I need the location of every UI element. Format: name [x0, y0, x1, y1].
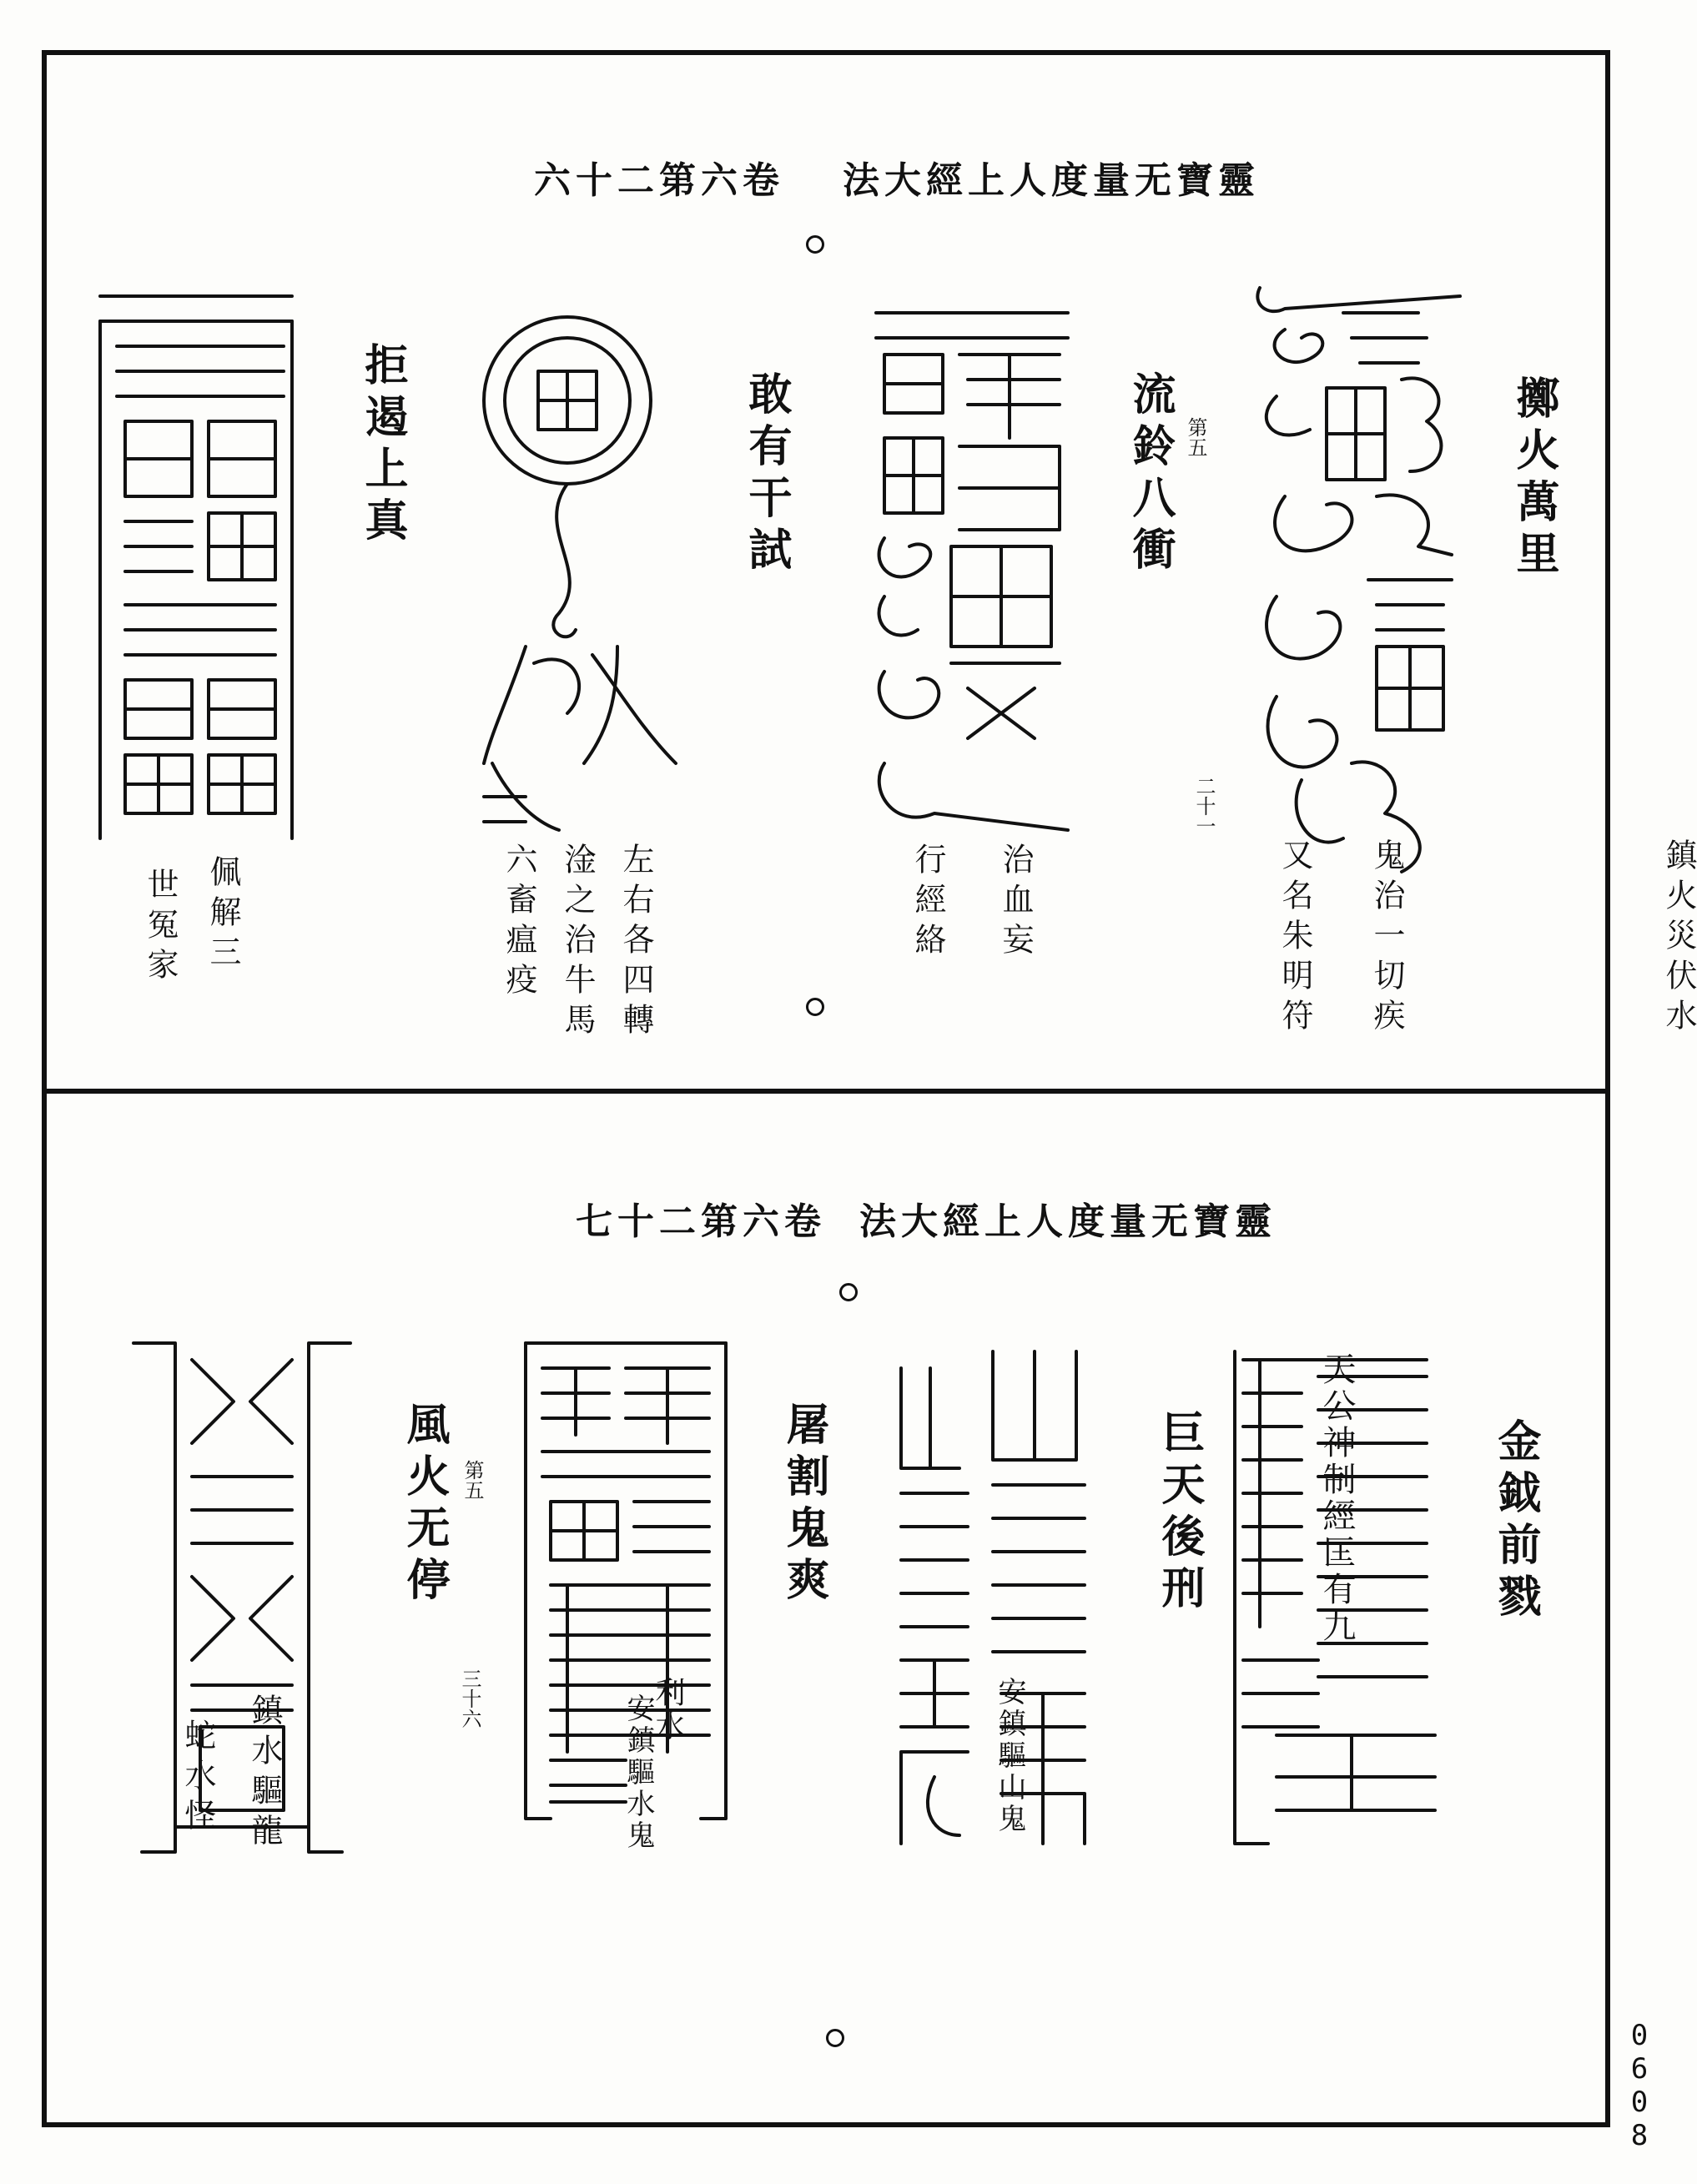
talisman-2-small-note: 第五 — [1184, 417, 1207, 457]
talisman-1-note-3: 又名朱明符 — [1277, 838, 1313, 1039]
talisman-8-title: 風火无停 — [399, 1401, 450, 1608]
binding-hole — [839, 1283, 858, 1301]
talisman-3-note-3: 六畜瘟疫 — [501, 843, 537, 1003]
talisman-1-note-2: 鬼治一切疾 — [1368, 838, 1405, 1039]
binding-hole — [806, 235, 824, 254]
talisman-2-note-2: 行經絡 — [909, 843, 946, 963]
top-header-volume: 六十二第六卷 — [534, 159, 784, 202]
page-number: 0608 — [1623, 2019, 1656, 2152]
talisman-4-note-2: 世冤家 — [142, 868, 179, 988]
talisman-6-title: 巨天後刑 — [1154, 1410, 1205, 1617]
talisman-8-note-2: 蛇水怪 — [179, 1719, 216, 1839]
talisman-3-note-1: 左右各四轉 — [617, 843, 654, 1043]
talisman-4-title: 拒遏上真 — [357, 342, 408, 549]
talisman-1-title: 擲火萬里 — [1508, 375, 1559, 582]
talisman-3-note-2: 淦之治牛馬 — [559, 843, 596, 1043]
talisman-7-note: 安鎮驅水鬼 — [622, 1693, 655, 1852]
talisman-5-title: 金鉞前戮 — [1490, 1418, 1541, 1625]
talisman-1-glyph — [1251, 279, 1468, 880]
talisman-3-title: 敢有干試 — [741, 371, 792, 578]
talisman-8-glyph — [125, 1335, 359, 1869]
talisman-4-note-1: 佩解三 — [204, 855, 241, 975]
talisman-6-note: 安鎮驅山鬼 — [993, 1677, 1026, 1835]
talisman-1-note-1: 鎮火災伏水 — [1660, 838, 1697, 1039]
talisman-8-note-1: 鎮水驅龍 — [246, 1693, 283, 1854]
binding-hole — [806, 998, 824, 1016]
binding-hole — [826, 2029, 844, 2047]
talisman-3-glyph — [476, 296, 692, 847]
bottom-header-volume: 七十二第六卷 — [576, 1200, 826, 1243]
talisman-7-title: 屠割鬼爽 — [778, 1401, 829, 1608]
talisman-4-glyph — [83, 288, 309, 855]
talisman-2-note-1: 治血妄 — [997, 843, 1034, 963]
talisman-5-inscription: 天公神制經匡有九 — [1317, 1351, 1356, 1645]
talisman-8-small-note: 第五 — [461, 1460, 484, 1500]
talisman-1-marginal-number: 二十一 — [1192, 776, 1216, 836]
talisman-7-marginal-number: 三十六 — [458, 1668, 481, 1729]
talisman-6-inscription: 利水 — [651, 1677, 685, 1744]
top-header-title: 法大經上人度量无寶靈 — [843, 159, 1260, 202]
talisman-2-title: 流鈴八衝 — [1125, 371, 1176, 578]
talisman-2-glyph — [868, 296, 1076, 838]
bottom-header-title: 法大經上人度量无寶靈 — [859, 1200, 1277, 1243]
panel-divider — [42, 1089, 1610, 1094]
